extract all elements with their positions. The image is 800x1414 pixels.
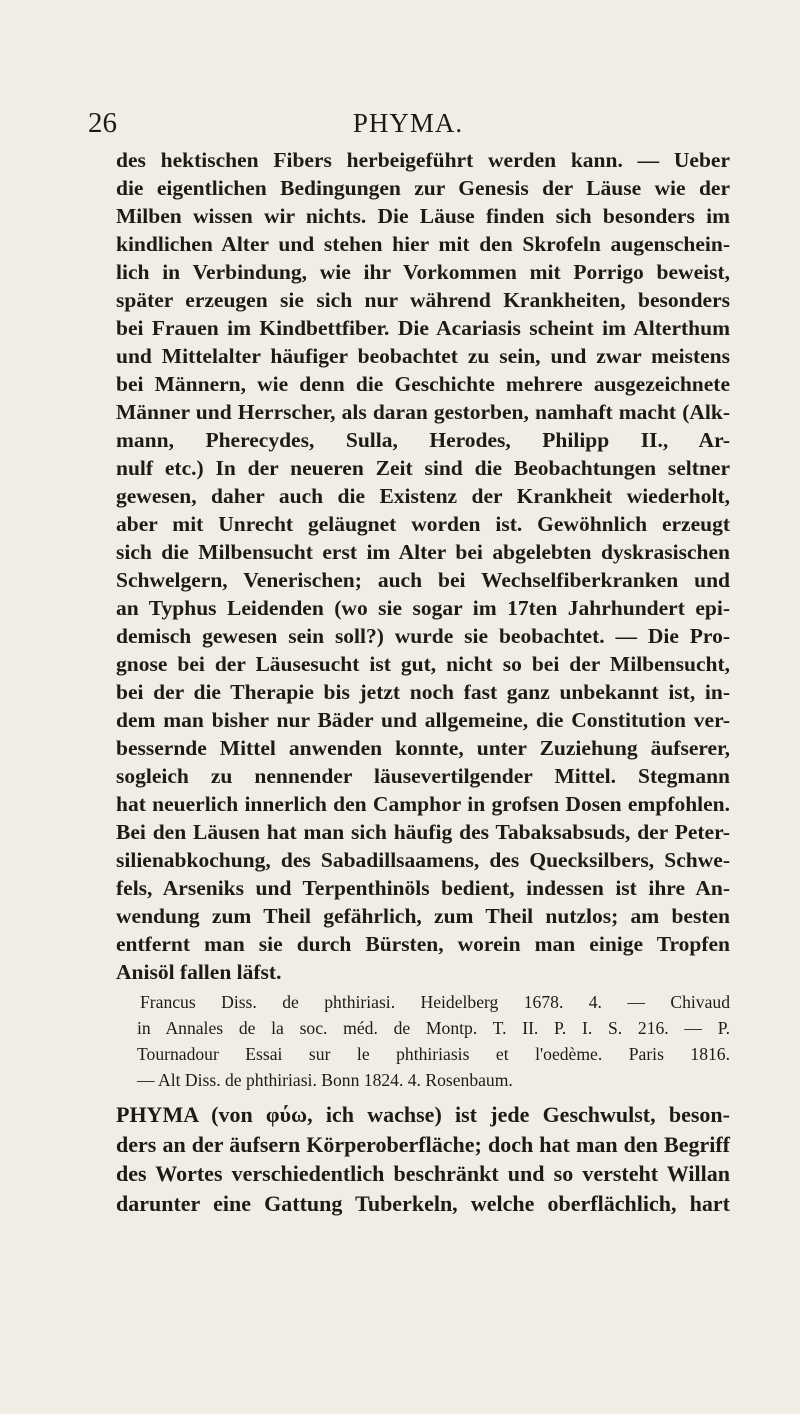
running-head: PHYMA.	[352, 108, 464, 138]
reference-line: Francus Diss. de phthiriasi. Heidelberg 1678. 4. — Chivaud	[140, 992, 730, 1012]
text-line: darunter eine Gattung Tuberkeln, welche oberflächlich, hart	[116, 1190, 730, 1216]
text-line: hat neuerlich innerlich den Camphor in grofsen Dosen empfohlen.	[116, 792, 730, 816]
page-number: 26	[88, 107, 117, 139]
text-line: Milben wissen wir nichts. Die Läuse finden sich besonders im	[116, 204, 730, 228]
text-line: nulf etc.) In der neueren Zeit sind die Beobachtungen seltner	[116, 456, 730, 480]
text-line: ders an der äufsern Körperoberfläche; doch hat man den Begriff	[116, 1131, 730, 1157]
text-line: Schwelgern, Venerischen; auch bei Wechselfiberkranken und	[116, 568, 730, 592]
text-line: lich in Verbindung, wie ihr Vorkommen mit Porrigo beweist,	[116, 260, 730, 284]
paragraph-acariasis	[116, 146, 730, 986]
text-line: dem man bisher nur Bäder und allgemeine, die Constitution ver-	[116, 708, 730, 732]
bibliography	[116, 989, 730, 1093]
text-line: mann, Pherecydes, Sulla, Herodes, Philipp II., Ar-	[116, 428, 730, 452]
text-line: und Mittelalter häufiger beobachtet zu sein, und zwar meistens	[116, 344, 730, 368]
reference-line: in Annales de la soc. méd. de Montp. T. II. P. I. S. 216. — P.	[137, 1018, 730, 1038]
text-line: Männer und Herrscher, als daran gestorben, namhaft macht (Alk-	[116, 400, 730, 424]
text-line: sogleich zu nennender läusevertilgender Mittel. Stegmann	[116, 764, 730, 788]
text-line: bei Frauen im Kindbettfiber. Die Acariasis scheint im Alterthum	[116, 316, 730, 340]
text-line: gnose bei der Läusesucht ist gut, nicht so bei der Milbensucht,	[116, 652, 730, 676]
text-line: bei Männern, wie denn die Geschichte mehrere ausgezeichnete	[116, 372, 730, 396]
text-line: entfernt man sie durch Bürsten, worein man einige Tropfen	[116, 932, 730, 956]
text-line: silienabkochung, des Sabadillsaamens, des Quecksilbers, Schwe-	[116, 848, 730, 872]
text-line: die eigentlichen Bedingungen zur Genesis der Läuse wie der	[116, 176, 730, 200]
text-line: bessernde Mittel anwenden konnte, unter Zuziehung äufserer,	[116, 736, 730, 760]
text-line: später erzeugen sie sich nur während Krankheiten, besonders	[116, 288, 730, 312]
text-line: an Typhus Leidenden (wo sie sogar im 17ten Jahrhundert epi-	[116, 596, 730, 620]
text-line: sich die Milbensucht erst im Alter bei abgelebten dyskrasischen	[116, 540, 730, 564]
reference-line: Tournadour Essai sur le phthiriasis et l'oedème. Paris 1816.	[137, 1044, 730, 1064]
text-line: wendung zum Theil gefährlich, zum Theil nutzlos; am besten	[116, 904, 730, 928]
text-line: Anisöl fallen läfst.	[116, 960, 282, 984]
text-line: fels, Arseniks und Terpenthinöls bedient, indessen ist ihre An-	[116, 876, 730, 900]
body-text	[116, 146, 730, 1218]
text-line: aber mit Unrecht geläugnet worden ist. Gewöhnlich erzeugt	[116, 512, 730, 536]
text-line: des hektischen Fibers herbeigeführt werden kann. — Ueber	[116, 148, 730, 172]
text-line: kindlichen Alter und stehen hier mit den Skrofeln augenschein-	[116, 232, 730, 256]
entry-phyma	[116, 1100, 730, 1218]
text-line: des Wortes verschiedentlich beschränkt und so versteht Willan	[116, 1161, 730, 1186]
text-line: demisch gewesen sein soll?) wurde sie beobachtet. — Die Pro-	[116, 624, 730, 648]
text-line: bei der die Therapie bis jetzt noch fast ganz unbekannt ist, in-	[116, 680, 730, 704]
text-line: PHYMA (von φύω, ich wachse) ist jede Geschwulst, beson-	[116, 1102, 730, 1127]
page-header	[88, 103, 728, 143]
text-line: Bei den Läusen hat man sich häufig des Tabaksabsuds, der Peter-	[116, 820, 730, 844]
reference-line: — Alt Diss. de phthiriasi. Bonn 1824. 4. Rosenbaum.	[137, 1070, 513, 1090]
text-line: gewesen, daher auch die Existenz der Krankheit wiederholt,	[116, 484, 730, 508]
